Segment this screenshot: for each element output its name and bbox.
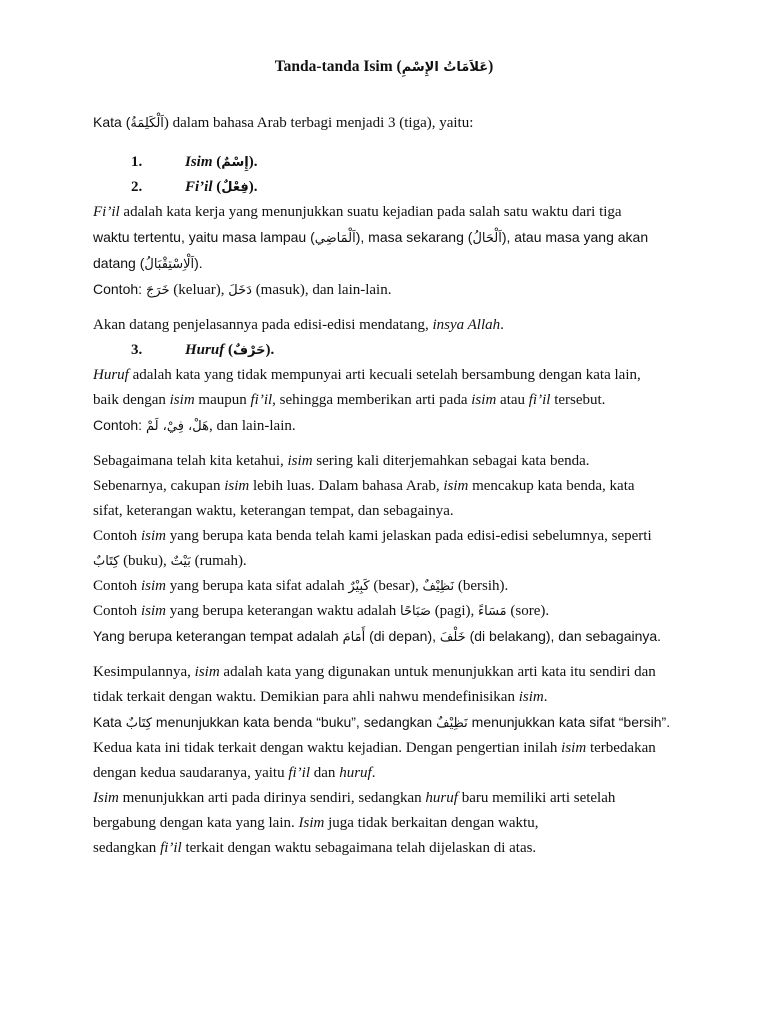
para2-line8: Yang berupa keterangan tempat adalah أَمَامَ (di depan), خَلْفَ (di belakang), dan sebagainya. [93,628,662,645]
para3-line2: tidak terkait dengan waktu. Demikian para ahli nahwu mendefinisikan isim. [93,689,548,705]
fiil-definition: Fi’il adalah kata kerja yang menunjukkan suatu kejadian pada salah satu waktu dari tiga [93,204,622,220]
list-item-isim: 1. Isim (إِسْمٌ). [131,154,258,170]
fiil-times: waktu tertentu, yaitu masa lampau (اَلْمَاضِي), masa sekarang (اَلْحَالُ), atau masa yang akan [93,229,649,246]
title-text: Tanda-tanda Isim [274,58,393,75]
para3-line7: bergabung dengan kata yang lain. Isim juga tidak berkaitan dengan waktu, [93,815,539,831]
intro-line: Kata (اَلْكَلِمَةُ) dalam bahasa Arab terbagi menjadi 3 (tiga), yaitu: [93,114,474,131]
para3-line8: sedangkan fi’il terkait dengan waktu sebagaimana telah dijelaskan di atas. [93,840,537,856]
para3-line4: Kedua kata ini tidak terkait dengan waktu kejadian. Dengan pengertian inilah isim terbedakan [93,740,656,756]
list-item-fiil: 2. Fi’il (فِعْلٌ). [131,179,258,195]
huruf-example: Contoh: هَلْ، فِيْ، لَمْ, dan lain-lain. [93,417,296,434]
para3-line1: Kesimpulannya, isim adalah kata yang digunakan untuk menunjukkan arti kata itu sendiri dan [93,664,656,680]
fiil-future: datang (اَلْاِسْتِقْبَالُ). [93,255,203,272]
huruf-line2: baik dengan isim maupun fi’il, sehingga memberikan arti pada isim atau fi’il tersebut. [93,392,606,408]
para2-line3: sifat, keterangan waktu, keterangan tempat, dan sebagainya. [93,503,454,519]
page-title: Tanda-tanda Isim (عَلاَمَاتُ الإِسْمِ) [274,58,494,75]
document-body [93,110,693,861]
para2-line4: Contoh isim yang berupa kata benda telah kami jelaskan pada edisi-edisi sebelumnya, seperti [93,528,652,544]
title-arabic: عَلاَمَاتُ الإِسْمِ [401,60,489,75]
para2-line6: Contoh isim yang berupa kata sifat adalah كَبِيْرٌ (besar), نَظِيْفٌ (bersih). [93,578,509,594]
akan-datang-line: Akan datang penjelasannya pada edisi-edisi mendatang, insya Allah. [93,317,504,333]
para2-line2: Sebenarnya, cakupan isim lebih luas. Dalam bahasa Arab, isim mencakup kata benda, kata [93,478,635,494]
para2-line1: Sebagaimana telah kita ketahui, isim sering kali diterjemahkan sebagai kata benda. [93,453,590,469]
para2-line7: Contoh isim yang berupa keterangan waktu adalah صَبَاحًا (pagi), مَسَاءً (sore). [93,603,550,619]
huruf-definition: Huruf adalah kata yang tidak mempunyai arti kecuali setelah bersambung dengan kata lain, [93,367,641,383]
para3-line3: Kata كِتَابٌ menunjukkan kata benda “buku”, sedangkan نَظِيْفٌ menunjukkan kata sifat “bersih”. [93,714,671,731]
para2-line5: كِتَابٌ (buku), بَيْتٌ (rumah). [93,553,247,569]
para3-line5: dengan kedua saudaranya, yaitu fi’il dan huruf. [93,765,376,781]
fiil-example: Contoh: خَرَجَ (keluar), دَخَلَ (masuk), dan lain-lain. [93,281,392,298]
para3-line6: Isim menunjukkan arti pada dirinya sendiri, sedangkan huruf baru memiliki arti setelah [93,790,616,806]
list-item-huruf: 3. Huruf (حَرْفٌ). [131,342,275,358]
